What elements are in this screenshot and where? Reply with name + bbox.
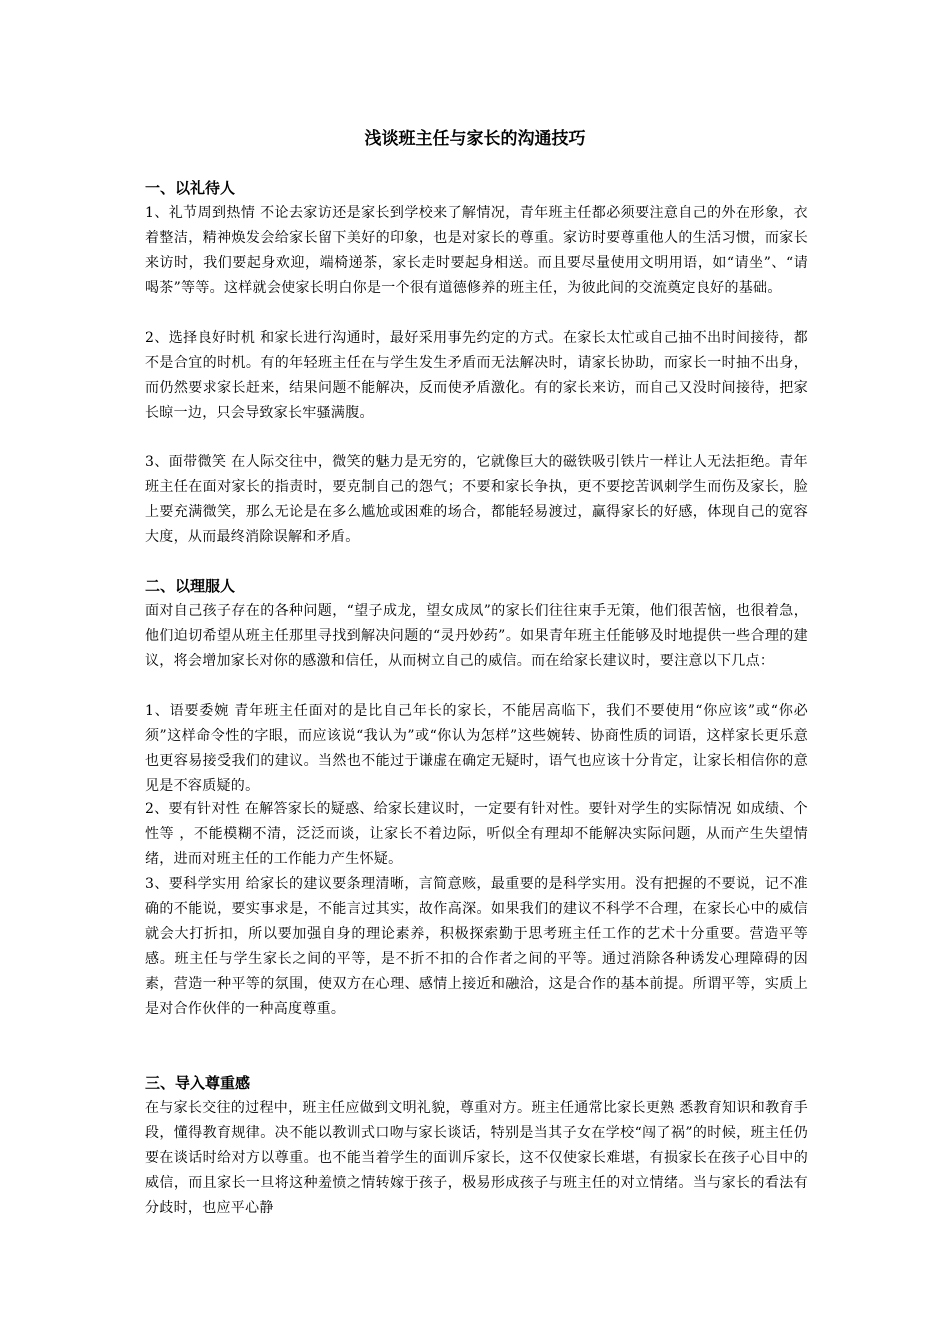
paragraph-1-3: 3、面带微笑 在人际交往中，微笑的魅力是无穷的，它就像巨大的磁铁吸引铁片一样让人无法拒绝。青年班主任在面对家长的指责时，要克制自己的怨气；不要和家长争执，更不要挖苦讽刺学生而伤及家长，脸上要充满微笑，那么无论是在多么尴尬或困难的场合，都能轻易渡过，赢得家长的好感，体现自己的宽容大度，从而最终消除误解和矛盾。 <box>145 454 808 545</box>
paragraph-1-1: 1、礼节周到热情 不论去家访还是家长到学校来了解情况，青年班主任都必须要注意自己的外在形象，衣着整洁，精神焕发会给家长留下美好的印象，也是对家长的尊重。家访时要尊重他人的生活习惯，而家长来访时，我们要起身欢迎，端椅递茶，家长走时要起身相送。而且要尽量使用文明用语，如“请坐”、“请喝茶”等等。这样就会使家长明白你是一个很有道德修养的班主任，为彼此间的交流奠定良好的基础。 <box>145 205 808 296</box>
paragraph-2-1: 面对自己孩子存在的各种问题，“望子成龙，望女成凤”的家长们往往束手无策，他们很苦恼，也很着急，他们迫切希望从班主任那里寻找到解决问题的“灵丹妙药”。如果青年班主任能够及时地提供一些合理的建议，将会增加家长对你的感激和信任，从而树立自己的威信。而在给家长建议时，要注意以下几点： <box>145 603 808 669</box>
paragraph-2-3: 2、要有针对性 在解答家长的疑惑、给家长建议时，一定要有针对性。要针对学生的实际情况 如成绩、个性等 ，不能模糊不清，泛泛而谈，让家长不着边际，听似全有理却不能解决实际问题，从而产生失望情绪，进而对班主任的工作能力产生怀疑。 <box>145 801 808 867</box>
document-title: 浅谈班主任与家长的沟通技巧 <box>364 129 586 149</box>
paragraph-2-4: 3、要科学实用 给家长的建议要条理清晰，言简意赅，最重要的是科学实用。没有把握的不要说，记不准确的不能说，要实事求是，不能言过其实，故作高深。如果我们的建议不科学不合理，在家长心中的威信就会大打折扣，所以要加强自身的理论素养，积极探索勤于思考班主任工作的艺术十分重要。营造平等感。班主任与学生家长之间的平等，是不折不扣的合作者之间的平等。通过消除各种诱发心理障碍的因素，营造一种平等的氛围，使双方在心理、感情上接近和融洽，这是合作的基本前提。所谓平等，实质上是对合作伙伴的一种高度尊重。 <box>145 876 808 1017</box>
paragraph-3-1: 在与家长交往的过程中，班主任应做到文明礼貌，尊重对方。班主任通常比家长更熟 悉教育知识和教育手段，懂得教育规律。决不能以教训式口吻与家长谈话，特别是当其子女在学校“闯了祸”的时候，班主任仍要在谈话时给对方以尊重。也不能当着学生的面训斥家长，这不仅使家长难堪，有损家长在孩子心目中的威信，而且家长一旦将这种羞愤之情转嫁于孩子，极易形成孩子与班主任的对立情绪。当与家长的看法有分歧时，也应平心静 <box>145 1100 808 1216</box>
section-heading-3: 三、导入尊重感 <box>145 1074 251 1092</box>
section-heading-2: 二、以理服人 <box>145 577 236 595</box>
paragraph-1-2: 2、选择良好时机 和家长进行沟通时，最好采用事先约定的方式。在家长太忙或自己抽不出时间接待，都不是合宜的时机。有的年轻班主任在与学生发生矛盾而无法解决时，请家长协助，而家长一时抽不出身，而仍然要求家长赶来，结果问题不能解决，反而使矛盾激化。有的家长来访，而自己又没时间接待，把家长晾一边，只会导致家长牢骚满腹。 <box>145 330 808 421</box>
section-heading-1: 一、以礼待人 <box>145 179 236 197</box>
paragraph-2-2: 1、语要委婉 青年班主任面对的是比自己年长的家长，不能居高临下，我们不要使用“你应该”或“你必须”这样命令性的字眼，而应该说“我认为”或“你认为怎样”这些婉转、协商性质的词语，这样家长更乐意也更容易接受我们的建议。当然也不能过于谦虚在确定无疑时，语气也应该十分肯定，让家长相信你的意见是不容质疑的。 <box>145 703 808 794</box>
